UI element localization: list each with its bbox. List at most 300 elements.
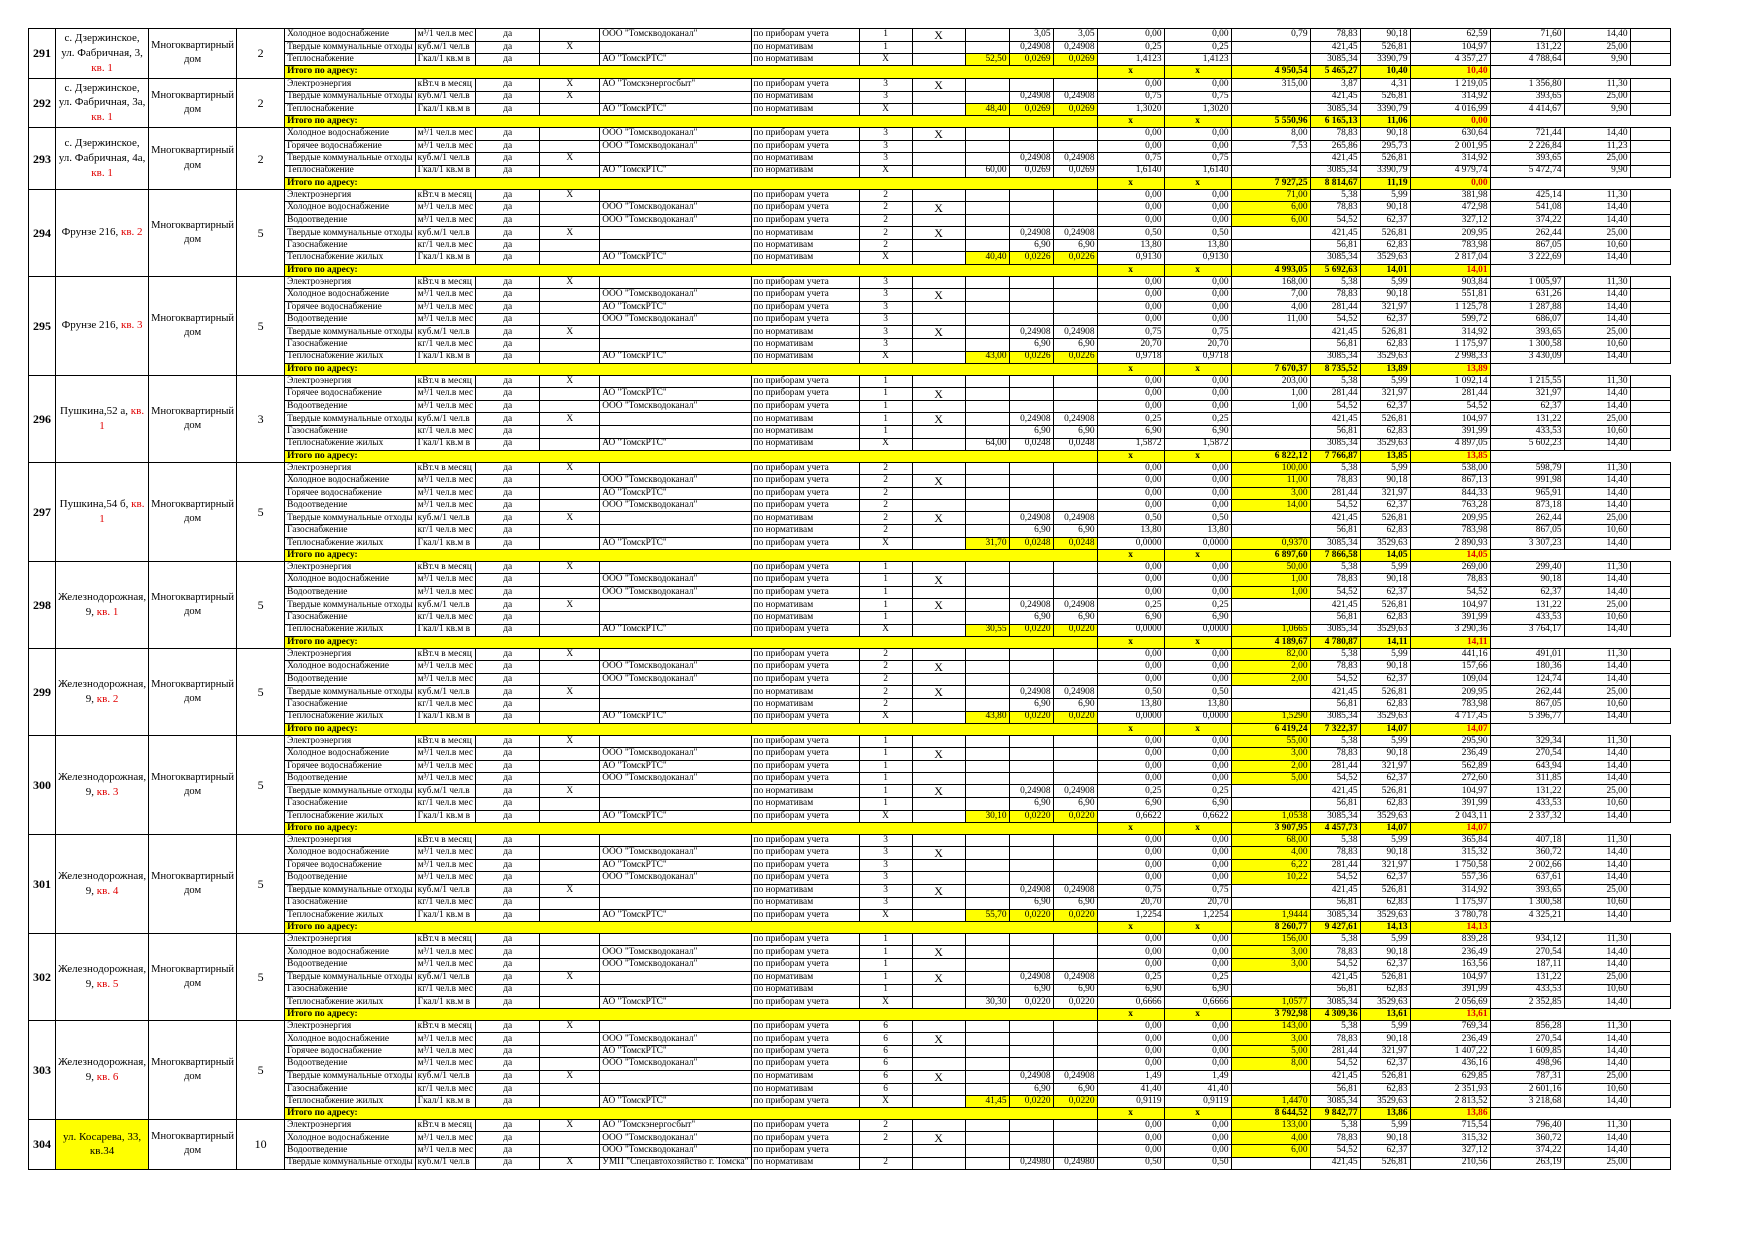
x-mark-2	[912, 54, 965, 66]
index-cell	[1630, 537, 1670, 549]
yes-flag: да	[476, 599, 540, 612]
meter-volume: 8,00	[1231, 128, 1310, 141]
x-mark: X	[540, 276, 600, 288]
table-row	[29, 29, 1671, 42]
norm-2: 6,90	[1053, 984, 1097, 996]
volume-1: 0,00	[1097, 959, 1164, 971]
payment-1: 2 043,11	[1410, 810, 1490, 822]
area: 55,70	[965, 909, 1009, 921]
payment-1: 844,33	[1410, 488, 1490, 500]
table-row	[29, 128, 1671, 141]
address-text: Железнодорожная, 9,	[58, 771, 147, 798]
total-growth-pct: 14,01	[1360, 264, 1410, 276]
residents: 6	[859, 1058, 912, 1070]
tariff-1: 78,83	[1310, 29, 1360, 42]
service-name: Холодное водоснабжение	[285, 475, 416, 488]
service-name: Холодное водоснабжение	[285, 661, 416, 674]
tariff-1: 3085,34	[1310, 1095, 1360, 1107]
unit: м³/1 чел.в мес	[415, 773, 476, 785]
volume-1: 0,9718	[1097, 351, 1164, 363]
payment-2: 5 472,74	[1490, 165, 1564, 177]
yes-flag: да	[476, 339, 540, 351]
tariff-2: 526,81	[1360, 42, 1410, 54]
residents: 1	[859, 785, 912, 798]
volume-1: 13,80	[1097, 699, 1164, 711]
norm-2	[1053, 488, 1097, 500]
service-name: Твердые коммунальные отходы	[285, 42, 416, 54]
total-index: 14,13	[1410, 921, 1490, 933]
provider	[600, 798, 751, 810]
norm-2: 6,90	[1053, 897, 1097, 909]
growth-pct: 10,60	[1564, 699, 1630, 711]
apartment-text: кв. 3	[96, 785, 119, 798]
service-name: Холодное водоснабжение	[285, 1132, 416, 1145]
norm-1	[1009, 78, 1053, 91]
growth-pct: 14,40	[1564, 810, 1630, 822]
area	[965, 735, 1009, 747]
residents: 1	[859, 42, 912, 54]
volume-2: 0,00	[1164, 375, 1231, 387]
residents: 1	[859, 401, 912, 413]
residents: 1	[859, 735, 912, 747]
index-cell	[1630, 971, 1670, 984]
growth-pct: 10,60	[1564, 798, 1630, 810]
tariff-2: 526,81	[1360, 1157, 1410, 1169]
calc-method: по нормативам	[751, 612, 859, 624]
volume-2: 13,80	[1164, 699, 1231, 711]
calc-method: по приборам учета	[751, 909, 859, 921]
volume-1: 0,00	[1097, 872, 1164, 884]
total-growth-pct: 11,19	[1360, 177, 1410, 189]
x-mark-2	[912, 351, 965, 363]
provider: ООО "Томскводоканал"	[600, 661, 751, 674]
calc-method: по приборам учета	[751, 1145, 859, 1157]
service-name: Газоснабжение	[285, 984, 416, 996]
x-mark: X	[540, 462, 600, 474]
area	[965, 984, 1009, 996]
payment-2: 491,01	[1490, 648, 1564, 660]
norm-2	[1053, 587, 1097, 599]
x-mark-2	[912, 934, 965, 946]
payment-1: 104,97	[1410, 971, 1490, 984]
meter-volume: 3,00	[1231, 959, 1310, 971]
residents: X	[859, 537, 912, 549]
calc-method: по приборам учета	[751, 302, 859, 314]
x-mark	[540, 202, 600, 215]
calc-method: по приборам учета	[751, 1046, 859, 1058]
x-mark: X	[540, 375, 600, 387]
norm-2	[1053, 475, 1097, 488]
index-cell	[1630, 1157, 1670, 1169]
norm-2: 0,0220	[1053, 909, 1097, 921]
tariff-1: 421,45	[1310, 326, 1360, 339]
yes-flag: да	[476, 959, 540, 971]
yes-flag: да	[476, 54, 540, 66]
x-mark-2: X	[912, 971, 965, 984]
tariff-2: 5,99	[1360, 835, 1410, 847]
norm-2	[1053, 289, 1097, 302]
provider: АО "ТомскРТС"	[600, 761, 751, 773]
tariff-1: 56,81	[1310, 1083, 1360, 1095]
tariff-1: 421,45	[1310, 785, 1360, 798]
index-cell	[1630, 984, 1670, 996]
index-cell	[1630, 1145, 1670, 1157]
index-cell	[1630, 1120, 1670, 1132]
yes-flag: да	[476, 215, 540, 227]
index-cell	[1630, 1033, 1670, 1046]
unit: м³/1 чел.в мес	[415, 959, 476, 971]
provider: АО "ТомскРТС"	[600, 388, 751, 401]
payment-1: 62,59	[1410, 29, 1490, 42]
residents: 1	[859, 798, 912, 810]
area	[965, 1058, 1009, 1070]
x-mark	[540, 761, 600, 773]
service-name: Электроэнергия	[285, 78, 416, 91]
residents: 2	[859, 189, 912, 201]
payment-1: 295,90	[1410, 735, 1490, 747]
table-row	[29, 78, 1671, 91]
x-mark-2	[912, 810, 965, 822]
x-mark: X	[540, 1070, 600, 1083]
norm-2: 0,24908	[1053, 326, 1097, 339]
volume-2: 0,50	[1164, 686, 1231, 699]
tariff-1: 5,38	[1310, 189, 1360, 201]
tariff-1: 54,52	[1310, 959, 1360, 971]
house-number: 298	[29, 562, 56, 649]
growth-pct: 9,90	[1564, 165, 1630, 177]
tariff-1: 54,52	[1310, 401, 1360, 413]
payment-1: 4 897,05	[1410, 438, 1490, 450]
x-mark-2	[912, 984, 965, 996]
x-mark	[540, 388, 600, 401]
volume-1: 0,75	[1097, 153, 1164, 165]
area	[965, 884, 1009, 897]
unit: кВт.ч в месяц	[415, 934, 476, 946]
tariff-1: 3085,34	[1310, 54, 1360, 66]
payment-2: 393,65	[1490, 884, 1564, 897]
x-mark	[540, 1145, 600, 1157]
tariff-1: 54,52	[1310, 314, 1360, 326]
x-mark	[540, 29, 600, 42]
residents: 2	[859, 475, 912, 488]
total-x-1: x	[1097, 115, 1164, 127]
calc-method: по нормативам	[751, 1157, 859, 1169]
unit: м³/1 чел.в мес	[415, 128, 476, 141]
payment-2: 131,22	[1490, 971, 1564, 984]
yes-flag: да	[476, 648, 540, 660]
yes-flag: да	[476, 1132, 540, 1145]
payment-2: 180,36	[1490, 661, 1564, 674]
tariff-1: 3085,34	[1310, 624, 1360, 636]
volume-1: 20,70	[1097, 339, 1164, 351]
service-name: Газоснабжение	[285, 426, 416, 438]
tariff-1: 3085,34	[1310, 711, 1360, 723]
service-name: Электроэнергия	[285, 189, 416, 201]
service-name: Твердые коммунальные отходы	[285, 512, 416, 525]
index-cell	[1630, 413, 1670, 426]
volume-2: 0,25	[1164, 599, 1231, 612]
payment-2: 686,07	[1490, 314, 1564, 326]
total-label: Итого по адресу:	[285, 636, 1097, 648]
payment-1: 209,95	[1410, 686, 1490, 699]
growth-pct: 14,40	[1564, 847, 1630, 860]
service-name: Холодное водоснабжение	[285, 946, 416, 959]
meter-volume	[1231, 884, 1310, 897]
address-text: ул. Косарева, 33, кв.34	[63, 1130, 142, 1158]
tariff-1: 3085,34	[1310, 537, 1360, 549]
norm-2	[1053, 574, 1097, 587]
residents: 1	[859, 29, 912, 42]
calc-method: по приборам учета	[751, 202, 859, 215]
norm-2: 6,90	[1053, 798, 1097, 810]
growth-pct: 25,00	[1564, 1157, 1630, 1169]
house-number: 301	[29, 835, 56, 934]
residents: 1	[859, 934, 912, 946]
meter-volume: 1,00	[1231, 574, 1310, 587]
residents: X	[859, 909, 912, 921]
growth-pct: 14,40	[1564, 537, 1630, 549]
volume-1: 0,75	[1097, 884, 1164, 897]
volume-1: 0,25	[1097, 971, 1164, 984]
norm-2	[1053, 674, 1097, 686]
residents: 1	[859, 426, 912, 438]
service-name: Электроэнергия	[285, 562, 416, 574]
norm-2: 0,24980	[1053, 1157, 1097, 1169]
service-name: Газоснабжение	[285, 798, 416, 810]
house-number: 291	[29, 29, 56, 79]
norm-1: 0,24908	[1009, 42, 1053, 54]
tariff-1: 421,45	[1310, 599, 1360, 612]
meter-volume: 4,00	[1231, 1132, 1310, 1145]
meter-volume: 8,00	[1231, 1058, 1310, 1070]
tariff-1: 54,52	[1310, 587, 1360, 599]
service-name: Твердые коммунальные отходы	[285, 1157, 416, 1169]
x-mark	[540, 748, 600, 761]
x-mark-2: X	[912, 946, 965, 959]
service-name: Теплоснабжение	[285, 165, 416, 177]
apartment-text: кв. 1	[91, 111, 113, 124]
index-cell	[1630, 240, 1670, 252]
calc-method: по приборам учета	[751, 462, 859, 474]
norm-1	[1009, 1021, 1053, 1033]
floor-count: 5	[237, 934, 285, 1021]
norm-2: 0,24908	[1053, 227, 1097, 240]
volume-2: 0,25	[1164, 42, 1231, 54]
tariff-1: 421,45	[1310, 413, 1360, 426]
provider	[600, 835, 751, 847]
volume-1: 0,00	[1097, 276, 1164, 288]
x-mark	[540, 488, 600, 500]
house-type: Многоквартирный дом	[149, 189, 237, 276]
index-cell	[1630, 686, 1670, 699]
total-payment-2: 8 735,52	[1310, 363, 1360, 375]
norm-1: 0,24908	[1009, 153, 1053, 165]
area	[965, 475, 1009, 488]
volume-1: 6,90	[1097, 798, 1164, 810]
growth-pct: 25,00	[1564, 42, 1630, 54]
x-mark-2	[912, 773, 965, 785]
total-payment-2: 5 465,27	[1310, 66, 1360, 78]
calc-method: по нормативам	[751, 971, 859, 984]
meter-volume: 4,00	[1231, 847, 1310, 860]
x-mark	[540, 934, 600, 946]
volume-1: 0,00	[1097, 648, 1164, 660]
payment-1: 209,95	[1410, 227, 1490, 240]
volume-1: 0,00	[1097, 289, 1164, 302]
x-mark-2	[912, 1046, 965, 1058]
tariff-2: 90,18	[1360, 661, 1410, 674]
norm-2	[1053, 314, 1097, 326]
meter-volume	[1231, 1070, 1310, 1083]
norm-1	[1009, 735, 1053, 747]
growth-pct: 11,30	[1564, 1120, 1630, 1132]
total-growth-pct: 13,86	[1360, 1108, 1410, 1120]
volume-2: 0,00	[1164, 934, 1231, 946]
norm-2: 0,24908	[1053, 971, 1097, 984]
volume-1: 13,80	[1097, 240, 1164, 252]
volume-2: 0,50	[1164, 227, 1231, 240]
floor-count: 2	[237, 128, 285, 190]
index-cell	[1630, 810, 1670, 822]
payment-2: 187,11	[1490, 959, 1564, 971]
yes-flag: да	[476, 1046, 540, 1058]
x-mark	[540, 612, 600, 624]
provider	[600, 91, 751, 103]
payment-2: 131,22	[1490, 785, 1564, 798]
growth-pct: 25,00	[1564, 686, 1630, 699]
meter-volume: 6,00	[1231, 1145, 1310, 1157]
tariff-2: 321,97	[1360, 860, 1410, 872]
x-mark-2: X	[912, 847, 965, 860]
house-type: Многоквартирный дом	[149, 128, 237, 190]
provider: ООО "Томскводоканал"	[600, 475, 751, 488]
x-mark: X	[540, 91, 600, 103]
tariff-1: 5,38	[1310, 648, 1360, 660]
unit: куб.м/1 чел.в	[415, 884, 476, 897]
volume-2: 0,00	[1164, 29, 1231, 42]
volume-2: 0,75	[1164, 153, 1231, 165]
calc-method: по нормативам	[751, 351, 859, 363]
index-cell	[1630, 1095, 1670, 1107]
tariff-2: 62,37	[1360, 1145, 1410, 1157]
growth-pct: 14,40	[1564, 202, 1630, 215]
norm-2: 0,0248	[1053, 537, 1097, 549]
payment-2: 4 414,67	[1490, 103, 1564, 115]
index-cell	[1630, 699, 1670, 711]
calc-method: по нормативам	[751, 884, 859, 897]
total-payment-1: 7 927,25	[1231, 177, 1310, 189]
service-name: Холодное водоснабжение	[285, 289, 416, 302]
payment-1: 281,44	[1410, 388, 1490, 401]
growth-pct: 11,23	[1564, 141, 1630, 153]
provider	[600, 240, 751, 252]
payment-2: 433,53	[1490, 984, 1564, 996]
service-name: Твердые коммунальные отходы	[285, 227, 416, 240]
volume-1: 0,00	[1097, 946, 1164, 959]
address-text: Фрунзе 216,	[61, 226, 119, 239]
service-name: Горячее водоснабжение	[285, 761, 416, 773]
tariff-1: 54,52	[1310, 872, 1360, 884]
address-cell	[56, 735, 149, 834]
growth-pct: 11,30	[1564, 1021, 1630, 1033]
index-cell	[1630, 648, 1670, 660]
payment-1: 1 092,14	[1410, 375, 1490, 387]
calc-method: по приборам учета	[751, 648, 859, 660]
x-mark-2	[912, 375, 965, 387]
volume-2: 0,00	[1164, 574, 1231, 587]
norm-2	[1053, 302, 1097, 314]
index-cell	[1630, 761, 1670, 773]
calc-method: по приборам учета	[751, 748, 859, 761]
tariff-2: 3390,79	[1360, 165, 1410, 177]
provider: АО "ТомскРТС"	[600, 488, 751, 500]
yes-flag: да	[476, 835, 540, 847]
service-name: Электроэнергия	[285, 1120, 416, 1132]
meter-volume	[1231, 240, 1310, 252]
volume-1: 0,0000	[1097, 624, 1164, 636]
service-name: Твердые коммунальные отходы	[285, 326, 416, 339]
growth-pct: 14,40	[1564, 1132, 1630, 1145]
utility-tariff-sheet	[28, 28, 1671, 1170]
x-mark-2	[912, 141, 965, 153]
total-label: Итого по адресу:	[285, 549, 1097, 561]
payment-2: 90,18	[1490, 574, 1564, 587]
norm-1: 0,24908	[1009, 413, 1053, 426]
total-growth-pct: 10,40	[1360, 66, 1410, 78]
volume-2: 0,00	[1164, 78, 1231, 91]
norm-2: 6,90	[1053, 240, 1097, 252]
index-cell	[1630, 562, 1670, 574]
index-cell	[1630, 54, 1670, 66]
payment-2: 393,65	[1490, 326, 1564, 339]
service-name: Газоснабжение	[285, 339, 416, 351]
tariff-2: 62,83	[1360, 798, 1410, 810]
unit: м³/1 чел.в мес	[415, 847, 476, 860]
meter-volume	[1231, 686, 1310, 699]
unit: куб.м/1 чел.в	[415, 153, 476, 165]
service-name: Водоотведение	[285, 215, 416, 227]
total-payment-1: 4 950,54	[1231, 66, 1310, 78]
x-mark	[540, 54, 600, 66]
table-body	[29, 29, 1671, 1170]
x-mark-2	[912, 401, 965, 413]
residents: 6	[859, 1083, 912, 1095]
area	[965, 42, 1009, 54]
unit: м³/1 чел.в мес	[415, 475, 476, 488]
residents: 1	[859, 748, 912, 761]
total-payment-2: 6 165,13	[1310, 115, 1360, 127]
norm-1	[1009, 202, 1053, 215]
growth-pct: 14,40	[1564, 488, 1630, 500]
volume-2: 6,90	[1164, 984, 1231, 996]
unit: Гкал/1 кв.м в	[415, 54, 476, 66]
table-row	[29, 562, 1671, 574]
payment-1: 551,81	[1410, 289, 1490, 302]
tariff-2: 526,81	[1360, 785, 1410, 798]
x-mark: X	[540, 326, 600, 339]
service-name: Холодное водоснабжение	[285, 748, 416, 761]
meter-volume: 143,00	[1231, 1021, 1310, 1033]
norm-2	[1053, 215, 1097, 227]
growth-pct: 25,00	[1564, 599, 1630, 612]
yes-flag: да	[476, 141, 540, 153]
norm-2	[1053, 1132, 1097, 1145]
unit: м³/1 чел.в мес	[415, 1132, 476, 1145]
norm-1	[1009, 574, 1053, 587]
service-name: Водоотведение	[285, 1145, 416, 1157]
area	[965, 835, 1009, 847]
yes-flag: да	[476, 302, 540, 314]
